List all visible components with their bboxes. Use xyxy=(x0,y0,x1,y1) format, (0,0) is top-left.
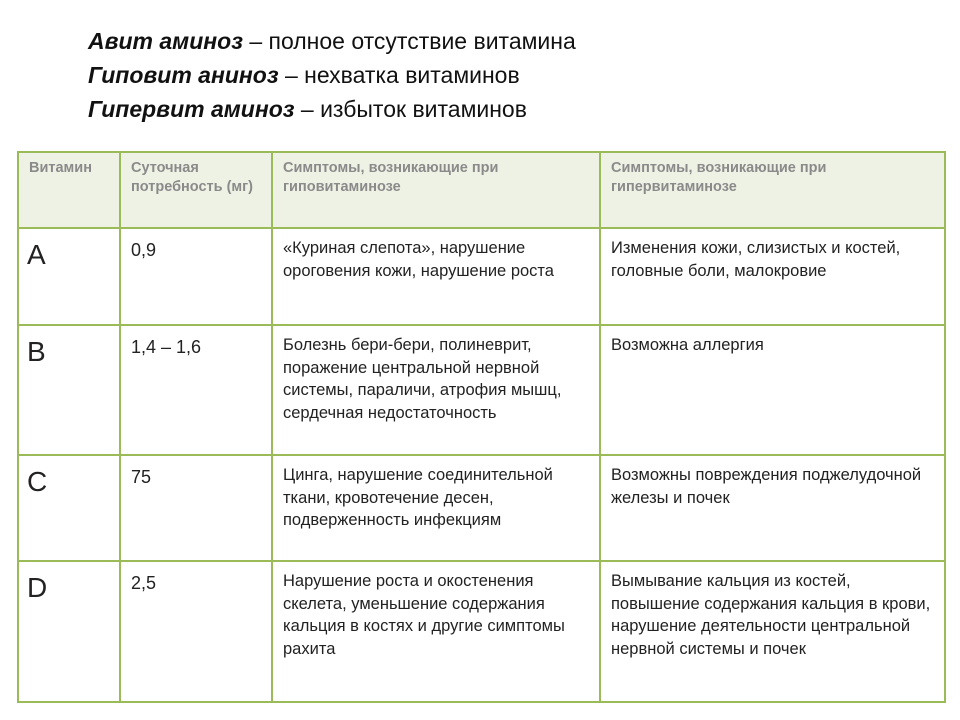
daily-requirement: 2,5 xyxy=(120,561,272,702)
table-row xyxy=(18,561,945,702)
vitamin-name: A xyxy=(18,228,120,325)
vitamin-name: C xyxy=(18,455,120,561)
hypo-symptoms: Нарушение роста и окостенения скелета, уменьшение содержания кальция в костях и другие симптомы рахита xyxy=(272,561,600,702)
vitamin-name: B xyxy=(18,325,120,455)
header-hypervitaminosis-symptoms: Симптомы, возникающие при гипервитаминозе xyxy=(600,152,945,228)
table-row xyxy=(18,455,945,561)
definition-hypovitaminosis xyxy=(88,58,576,92)
hyper-symptoms: Возможны повреждения поджелудочной железы и почек xyxy=(600,455,945,561)
daily-requirement: 0,9 xyxy=(120,228,272,325)
header-daily-requirement: Суточная потребность (мг) xyxy=(120,152,272,228)
definition-term: Гиповит аниноз xyxy=(88,62,279,88)
hypo-symptoms: Болезнь бери-бери, полиневрит, поражение центральной нервной системы, параличи, атрофия мышц, сердечная недостаточность xyxy=(272,325,600,455)
hypo-symptoms: Цинга, нарушение соединительной ткани, кровотечение десен, подверженность инфекциям xyxy=(272,455,600,561)
hyper-symptoms: Возможна аллергия xyxy=(600,325,945,455)
definition-separator: – xyxy=(242,28,269,54)
definition-separator: – xyxy=(278,62,305,88)
hyper-symptoms: Вымывание кальция из костей, повышение содержания кальция в крови, нарушение деятельности центральной нервной системы и почек xyxy=(600,561,945,702)
vitamin-name: D xyxy=(18,561,120,702)
header-vitamin: Витамин xyxy=(18,152,120,228)
table-row xyxy=(18,325,945,455)
definition-term: Гипервит аминоз xyxy=(88,96,295,122)
vitamin-table xyxy=(17,151,946,703)
definition-avitaminosis xyxy=(88,24,576,58)
header-hypovitaminosis-symptoms: Симптомы, возникающие при гиповитаминозе xyxy=(272,152,600,228)
daily-requirement: 75 xyxy=(120,455,272,561)
table-row xyxy=(18,228,945,325)
definition-separator: – xyxy=(294,96,321,122)
definition-text: избыток витаминов xyxy=(320,96,527,122)
definition-term: Авит аминоз xyxy=(88,28,243,54)
definition-text: нехватка витаминов xyxy=(304,62,520,88)
table-header-row xyxy=(18,152,945,228)
definition-hypervitaminosis xyxy=(88,92,576,126)
definition-text: полное отсутствие витамина xyxy=(268,28,576,54)
daily-requirement: 1,4 – 1,6 xyxy=(120,325,272,455)
hypo-symptoms: «Куриная слепота», нарушение ороговения кожи, нарушение роста xyxy=(272,228,600,325)
definitions xyxy=(88,24,576,126)
hyper-symptoms: Изменения кожи, слизистых и костей, головные боли, малокровие xyxy=(600,228,945,325)
